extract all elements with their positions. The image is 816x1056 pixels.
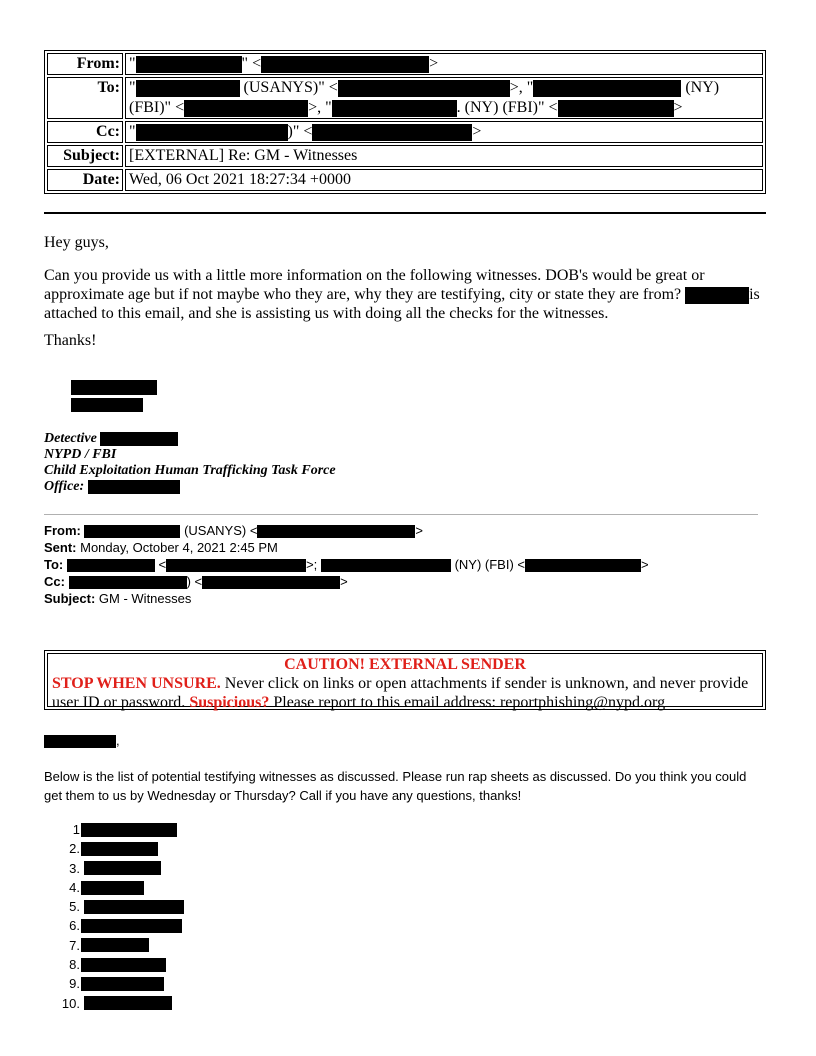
redaction <box>67 559 155 572</box>
redaction <box>533 80 681 97</box>
redaction <box>81 881 144 895</box>
list-item: 9. <box>44 974 184 993</box>
header-subject-row <box>47 145 763 167</box>
header-from-value: " " < > <box>125 53 763 75</box>
header-cc-row <box>47 121 763 143</box>
original-salutation: , <box>44 733 120 748</box>
greeting: Hey guys, <box>44 234 109 251</box>
header-subject-value: [EXTERNAL] Re: GM - Witnesses <box>125 145 763 167</box>
list-item: 2. <box>44 839 184 858</box>
header-subject-label: Subject: <box>47 145 123 167</box>
redaction <box>71 380 157 395</box>
list-item: 5. <box>44 897 184 916</box>
redaction <box>81 938 149 952</box>
caution-title: CAUTION! EXTERNAL SENDER <box>284 656 526 673</box>
header-to-row <box>47 77 763 119</box>
thanks: Thanks! <box>44 332 97 349</box>
list-item: 7. <box>44 936 184 955</box>
redaction <box>100 432 178 446</box>
witness-list <box>44 820 184 1013</box>
redaction <box>84 861 161 875</box>
header-from-label: From: <box>47 53 123 75</box>
list-item: 1 <box>44 820 184 839</box>
email-header-table <box>44 50 766 194</box>
reply-paragraph: Can you provide us with a little more information on the following witnesses. DOB's would be great or approximate age but if not maybe who they are, why they are testifying, city or state they are from? is attached to this email, and she is assisting us with doing all the checks for the witnesses. <box>44 267 760 322</box>
redaction <box>558 100 674 117</box>
header-from-row <box>47 53 763 75</box>
forward-divider <box>44 514 758 515</box>
redaction <box>202 576 340 589</box>
redaction <box>81 977 164 991</box>
redaction <box>338 80 510 97</box>
header-date-row <box>47 169 763 191</box>
redaction <box>81 842 158 856</box>
header-to-value: " (USANYS)" < >, " (NY) (FBI)" < >, " . (NY) (FBI)" < > <box>125 77 763 119</box>
external-sender-banner: CAUTION! EXTERNAL SENDER STOP WHEN UNSURE. Never click on links or open attachments if sender is unknown, and never provide user ID or password. Suspicious? Please report to this email address: reportphishing@nypd.org <box>44 650 766 710</box>
list-item: 6. <box>44 916 184 935</box>
redaction <box>321 559 451 572</box>
redaction <box>136 124 288 141</box>
redaction <box>88 480 180 494</box>
redaction <box>71 398 143 412</box>
redaction <box>84 525 180 538</box>
redaction <box>257 525 415 538</box>
header-to-label: To: <box>47 77 123 119</box>
redaction <box>84 900 184 914</box>
redaction <box>312 124 472 141</box>
header-cc-label: Cc: <box>47 121 123 143</box>
redaction <box>81 919 182 933</box>
forwarded-header: From: (USANYS) < > Sent: Monday, October 4, 2021 2:45 PM To: < >; (NY) (FBI) < > Cc: ) < > Subject: GM - Witnesses <box>44 523 649 606</box>
redaction <box>261 56 429 73</box>
header-date-value: Wed, 06 Oct 2021 18:27:34 +0000 <box>125 169 763 191</box>
redaction <box>84 996 172 1010</box>
redaction <box>136 80 240 97</box>
list-item: 8. <box>44 955 184 974</box>
redaction <box>525 559 641 572</box>
redaction <box>81 823 177 837</box>
list-item: 3. <box>44 859 184 878</box>
original-paragraph: Below is the list of potential testifying witnesses as discussed. Please run rap sheets as discussed. Do you think you could get them to us by Wednesday or Thursday? Call if you have any questions, thanks! <box>44 769 747 803</box>
redaction <box>69 576 187 589</box>
redaction <box>44 735 116 748</box>
redaction <box>166 559 306 572</box>
header-date-label: Date: <box>47 169 123 191</box>
header-cc-value: " )" < > <box>125 121 763 143</box>
header-divider <box>44 212 766 214</box>
redaction <box>685 287 749 304</box>
redaction <box>136 56 242 73</box>
list-item: 4. <box>44 878 184 897</box>
redaction <box>332 100 457 117</box>
redaction <box>184 100 308 117</box>
redaction <box>81 958 166 972</box>
list-item: 10. <box>44 994 184 1013</box>
signature-block: Detective NYPD / FBI Child Exploitation Human Trafficking Task Force Office: <box>44 431 336 494</box>
